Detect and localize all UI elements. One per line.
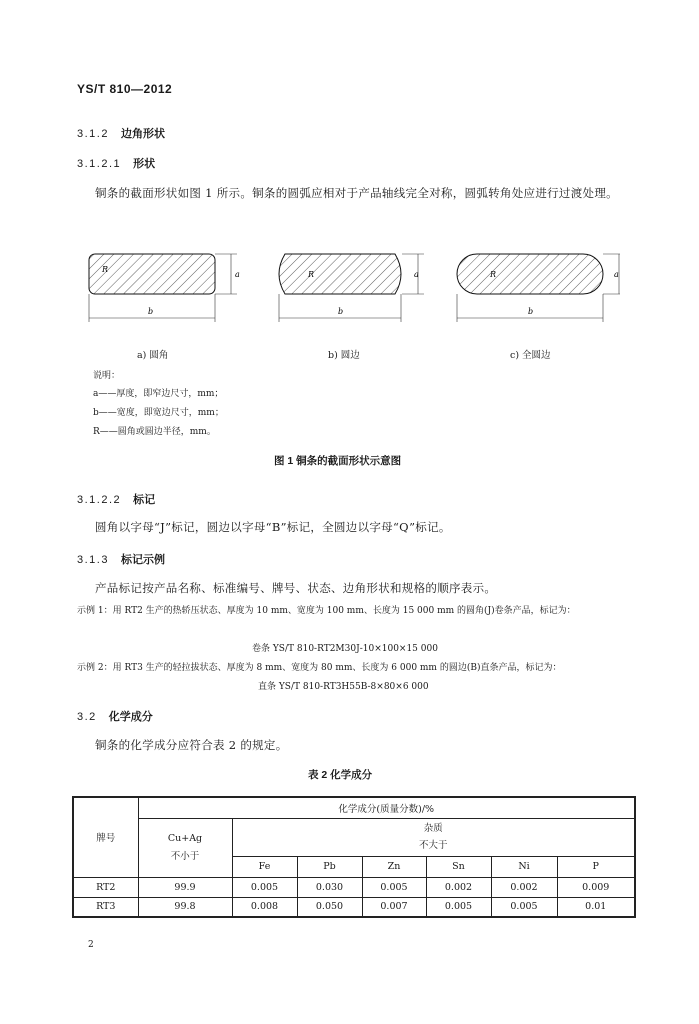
cell-value: 0.002 [491,877,557,897]
cell-value: 0.005 [362,877,426,897]
section-3-2 [77,708,153,724]
dim-b-label: b [528,307,534,316]
page-number: 2 [88,940,94,950]
section-3-1-2-1 [77,155,155,171]
header-element: P [557,856,635,877]
section-3-1-2 [77,125,165,141]
dim-r-label: R [102,265,109,274]
cell-value: 0.030 [297,877,362,897]
example-2: 示例 2：用 RT3 生产的轻拉拔状态、厚度为 8 mm、宽度为 80 mm、长度为 6 000 mm 的圆边(B)直条产品，标记为： [77,663,562,673]
example-intro: 产品标记按产品名称、标准编号、牌号、状态、边角形状和规格的顺序表示。 [95,581,497,595]
cell-grade: RT2 [73,877,138,897]
chem-composition-table [72,796,636,918]
header-element: Ni [491,856,557,877]
header-grade: 牌号 [73,797,138,877]
dim-b-label: b [338,307,344,316]
figure-1-caption: 图 1 铜条的截面形状示意图 [274,455,402,467]
shape-paragraph: 铜条的截面形状如图 1 所示。铜条的圆弧应相对于产品轴线完全对称，圆弧转角处应进行过渡处理。 [95,186,618,200]
section-title: 形状 [133,158,156,170]
section-title: 标记 [133,494,156,506]
cell-cuag: 99.8 [138,897,232,917]
dim-r-label: R [490,270,497,279]
cell-value: 0.008 [232,897,297,917]
section-number: 3.1.2.2 [77,494,122,506]
subfigure-a-label: a) 圆角 [137,350,169,361]
table-header-row [73,818,635,856]
cell-value: 0.01 [557,897,635,917]
mark-paragraph: 圆角以字母“J”标记，圆边以字母“B”标记，全圆边以字母“Q”标记。 [95,520,451,534]
table-2-caption: 表 2 化学成分 [308,769,373,781]
dim-a-label: a [414,270,419,279]
subfigure-b-label: b) 圆边 [328,350,360,361]
dim-b-label: b [148,307,154,316]
cell-value: 0.002 [426,877,491,897]
table-row [73,897,635,917]
table-row [73,877,635,897]
section-3-1-2-2 [77,491,155,507]
section-number: 3.1.2 [77,128,109,140]
cell-value: 0.007 [362,897,426,917]
cell-grade: RT3 [73,897,138,917]
cell-value: 0.005 [232,877,297,897]
header-impurity [232,818,635,856]
section-title: 边角形状 [120,128,165,140]
section-3-1-3 [77,551,165,567]
header-element: Pb [297,856,362,877]
example-1: 示例 1：用 RT2 生产的热轿压状态、厚度为 10 mm、宽度为 100 mm、长度为 15 000 mm 的圆角(J)卷条产品，标记为： [77,606,576,616]
section-number: 3.1.2.1 [77,158,122,170]
header-element: Sn [426,856,491,877]
section-title: 化学成分 [108,711,153,723]
cell-value: 0.005 [426,897,491,917]
legend-r: R——圆角或圆边半径，mm。 [93,427,216,437]
header-element: Fe [232,856,297,877]
figure-1-drawing [80,248,620,328]
section-title: 标记示例 [120,554,165,566]
header-notmore-label: 不大于 [418,840,448,851]
rounded-corner-section [89,254,237,322]
cell-value: 0.005 [491,897,557,917]
header-cuag [138,818,232,877]
rounded-edge-section [279,254,424,322]
legend-a: a——厚度，即窄边尺寸，mm； [93,389,224,399]
section-number: 3.2 [77,711,97,723]
cell-value: 0.050 [297,897,362,917]
cell-value: 0.009 [557,877,635,897]
dim-a-label: a [235,270,240,279]
header-composition: 化学成分(质量分数)/% [138,797,635,818]
example-1-mark: 卷条 YS/T 810-RT2M30J-10×100×15 000 [252,644,438,654]
standard-code: YS/T 810—2012 [77,82,173,96]
legend-title: 说明： [93,371,121,381]
full-round-edge-section [457,254,620,322]
legend-b: b——宽度，即宽边尺寸，mm； [93,408,224,418]
table-header-row [73,797,635,818]
header-notless-label: 不小于 [170,850,200,862]
dim-a-label: a [614,270,619,279]
subfigure-c-label: c) 全圆边 [510,350,551,361]
header-impurity-label: 杂质 [423,823,443,834]
chem-paragraph: 铜条的化学成分应符合表 2 的规定。 [95,738,288,752]
example-2-mark: 直条 YS/T 810-RT3H55B-8×80×6 000 [258,682,429,692]
header-cuag-label: Cu+Ag [167,832,203,844]
header-element: Zn [362,856,426,877]
section-number: 3.1.3 [77,554,109,566]
dim-r-label: R [308,270,315,279]
cell-cuag: 99.9 [138,877,232,897]
